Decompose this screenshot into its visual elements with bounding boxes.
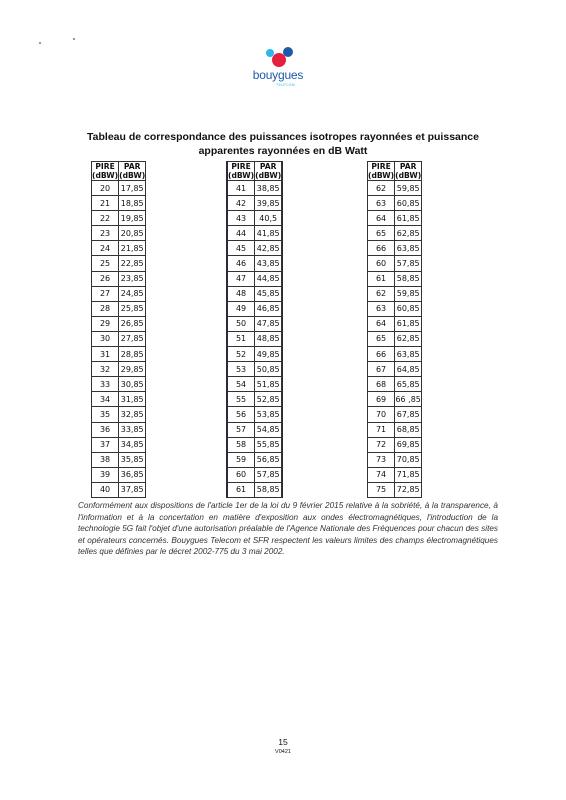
pire-value: 44 — [228, 226, 255, 241]
pire-value: 35 — [92, 407, 119, 422]
correspondence-table-3 — [367, 161, 422, 498]
table-row — [227, 362, 283, 377]
table-row — [92, 407, 146, 422]
regulatory-notice: Conformément aux dispositions de l'article 1er de la loi du 9 février 2015 relative à la sobriété, à la transparence, à l'information et à la concertation en matière d'exposition aux ondes électromagnétiques, l'introduction de la technologie 5G fait l'objet d'une autorisation préalable de l'Agence Nationale des Fréquences pour chacun des sites et opérateurs concernés. Bouygues Telecom et SFR respectent les valeurs limites des champs électromagnétiques telles que définies par le décret 2002-775 du 3 mai 2002. — [78, 501, 498, 557]
table-row — [92, 271, 146, 286]
table-row — [92, 377, 146, 392]
header-par: PAR (dBW) — [395, 162, 422, 180]
pire-value: 38 — [92, 452, 119, 467]
table-row — [368, 422, 422, 437]
separator-bar — [282, 196, 283, 211]
bouygues-telecom-logo — [248, 46, 308, 90]
table-row — [227, 316, 283, 331]
table-row — [368, 181, 422, 196]
par-value: 67,85 — [395, 407, 422, 422]
par-value: 44,85 — [255, 271, 282, 286]
table-row — [92, 452, 146, 467]
table-row — [92, 256, 146, 271]
pire-value: 46 — [228, 256, 255, 271]
table-row — [92, 181, 146, 196]
pire-value: 62 — [368, 286, 395, 301]
par-value: 26,85 — [119, 316, 146, 331]
table-row — [92, 301, 146, 316]
table-row — [92, 316, 146, 331]
table-row — [227, 226, 283, 241]
table-row — [368, 331, 422, 346]
separator-bar — [282, 452, 283, 467]
par-value: 52,85 — [255, 392, 282, 407]
pire-value: 42 — [228, 196, 255, 211]
header-pire: PIRE (dBW) — [92, 162, 119, 180]
table-row — [368, 407, 422, 422]
par-value: 47,85 — [255, 316, 282, 331]
par-value: 61,85 — [395, 211, 422, 226]
header-par: PAR (dBW) — [119, 162, 146, 180]
par-value: 56,85 — [255, 452, 282, 467]
pire-value: 50 — [228, 316, 255, 331]
par-value: 63,85 — [395, 241, 422, 256]
par-value: 36,85 — [119, 467, 146, 482]
par-value: 41,85 — [255, 226, 282, 241]
table-header-row — [92, 162, 146, 181]
par-value: 58,85 — [255, 482, 282, 497]
par-value: 33,85 — [119, 422, 146, 437]
pire-value: 48 — [228, 286, 255, 301]
par-value: 59,85 — [395, 286, 422, 301]
par-value: 21,85 — [119, 241, 146, 256]
par-value: 24,85 — [119, 286, 146, 301]
pire-value: 40 — [92, 482, 119, 497]
pire-value: 63 — [368, 301, 395, 316]
table-row — [92, 482, 146, 497]
pire-value: 27 — [92, 286, 119, 301]
par-value: 51,85 — [255, 377, 282, 392]
par-value: 57,85 — [255, 467, 282, 482]
pire-value: 70 — [368, 407, 395, 422]
table-row — [368, 392, 422, 407]
par-value: 28,85 — [119, 347, 146, 362]
par-value: 58,85 — [395, 271, 422, 286]
table-row — [92, 467, 146, 482]
par-value: 34,85 — [119, 437, 146, 452]
par-value: 31,85 — [119, 392, 146, 407]
par-value: 60,85 — [395, 196, 422, 211]
pire-value: 61 — [368, 271, 395, 286]
scan-speck — [73, 38, 75, 40]
separator-bar — [282, 162, 283, 181]
pire-value: 54 — [228, 377, 255, 392]
correspondence-table-1 — [91, 161, 146, 498]
par-value: 25,85 — [119, 301, 146, 316]
document-title: Tableau de correspondance des puissances isotropes rayonnées et puissance apparentes rayonnées en dB Watt — [87, 131, 479, 157]
table-row — [368, 301, 422, 316]
pire-value: 52 — [228, 347, 255, 362]
table-row — [92, 331, 146, 346]
par-value: 68,85 — [395, 422, 422, 437]
par-value: 55,85 — [255, 437, 282, 452]
table-row — [368, 362, 422, 377]
table-row — [227, 407, 283, 422]
pire-value: 30 — [92, 331, 119, 346]
par-value: 17,85 — [119, 181, 146, 196]
pire-value: 25 — [92, 256, 119, 271]
par-value: 62,85 — [395, 226, 422, 241]
par-value: 45,85 — [255, 286, 282, 301]
table-row — [227, 286, 283, 301]
par-value: 27,85 — [119, 331, 146, 346]
table-row — [227, 196, 283, 211]
table-row — [227, 377, 283, 392]
pire-value: 62 — [368, 181, 395, 196]
table-row — [227, 241, 283, 256]
table-row — [227, 331, 283, 346]
scan-speck — [39, 42, 41, 44]
table-row — [368, 467, 422, 482]
table-row — [368, 211, 422, 226]
pire-value: 64 — [368, 316, 395, 331]
separator-bar — [282, 211, 283, 226]
par-value: 64,85 — [395, 362, 422, 377]
table-row — [368, 196, 422, 211]
separator-bar — [282, 286, 283, 301]
pire-value: 43 — [228, 211, 255, 226]
table-row — [227, 452, 283, 467]
separator-bar — [282, 377, 283, 392]
table-row — [227, 482, 283, 497]
par-value: 40,5 — [255, 211, 282, 226]
table-row — [368, 437, 422, 452]
separator-bar — [282, 467, 283, 482]
pire-value: 24 — [92, 241, 119, 256]
par-value: 35,85 — [119, 452, 146, 467]
pire-value: 66 — [368, 241, 395, 256]
table-row — [227, 422, 283, 437]
par-value: 22,85 — [119, 256, 146, 271]
pire-value: 53 — [228, 362, 255, 377]
par-value: 37,85 — [119, 482, 146, 497]
table-row — [92, 422, 146, 437]
table-row — [368, 271, 422, 286]
header-par: PAR (dBW) — [255, 162, 282, 180]
table-row — [368, 226, 422, 241]
table-row — [368, 241, 422, 256]
par-value: 65,85 — [395, 377, 422, 392]
par-value: 38,85 — [255, 181, 282, 196]
pire-value: 69 — [368, 392, 395, 407]
par-value: 43,85 — [255, 256, 282, 271]
table-row — [227, 271, 283, 286]
separator-bar — [282, 271, 283, 286]
logo-sub-text: TELECOM — [276, 83, 296, 87]
table-row — [227, 437, 283, 452]
header-pire: PIRE (dBW) — [228, 162, 255, 180]
pire-value: 26 — [92, 271, 119, 286]
pire-value: 60 — [228, 467, 255, 482]
separator-bar — [282, 331, 283, 346]
page-number: 15 — [278, 737, 288, 747]
table-row — [92, 196, 146, 211]
pire-value: 63 — [368, 196, 395, 211]
separator-bar — [282, 347, 283, 362]
par-value: 18,85 — [119, 196, 146, 211]
par-value: 66 ,85 — [395, 392, 422, 407]
pire-value: 59 — [228, 452, 255, 467]
pire-value: 41 — [228, 181, 255, 196]
table-row — [227, 392, 283, 407]
par-value: 69,85 — [395, 437, 422, 452]
pire-value: 60 — [368, 256, 395, 271]
table-row — [227, 181, 283, 196]
pire-value: 51 — [228, 331, 255, 346]
pire-value: 65 — [368, 331, 395, 346]
table-row — [92, 362, 146, 377]
table-row — [227, 301, 283, 316]
separator-bar — [282, 482, 283, 497]
separator-bar — [282, 241, 283, 256]
par-value: 30,85 — [119, 377, 146, 392]
par-value: 42,85 — [255, 241, 282, 256]
pire-value: 74 — [368, 467, 395, 482]
par-value: 70,85 — [395, 452, 422, 467]
table-row — [227, 211, 283, 226]
pire-value: 29 — [92, 316, 119, 331]
separator-bar — [282, 437, 283, 452]
par-value: 53,85 — [255, 407, 282, 422]
pire-value: 22 — [92, 211, 119, 226]
table-row — [92, 211, 146, 226]
pire-value: 67 — [368, 362, 395, 377]
pire-value: 65 — [368, 226, 395, 241]
par-value: 29,85 — [119, 362, 146, 377]
par-value: 39,85 — [255, 196, 282, 211]
par-value: 23,85 — [119, 271, 146, 286]
pire-value: 37 — [92, 437, 119, 452]
table-row — [368, 452, 422, 467]
table-row — [227, 347, 283, 362]
separator-bar — [282, 316, 283, 331]
separator-bar — [282, 256, 283, 271]
pire-value: 31 — [92, 347, 119, 362]
table-row — [92, 437, 146, 452]
par-value: 72,85 — [395, 482, 422, 497]
table-row — [368, 286, 422, 301]
pire-value: 45 — [228, 241, 255, 256]
par-value: 32,85 — [119, 407, 146, 422]
pire-value: 58 — [228, 437, 255, 452]
par-value: 57,85 — [395, 256, 422, 271]
pire-value: 36 — [92, 422, 119, 437]
correspondence-table-2 — [226, 161, 283, 498]
pire-value: 47 — [228, 271, 255, 286]
pire-value: 73 — [368, 452, 395, 467]
separator-bar — [282, 422, 283, 437]
table-header-row — [227, 162, 283, 181]
separator-bar — [282, 362, 283, 377]
table-row — [92, 286, 146, 301]
pire-value: 49 — [228, 301, 255, 316]
table-row — [368, 316, 422, 331]
par-value: 19,85 — [119, 211, 146, 226]
par-value: 59,85 — [395, 181, 422, 196]
table-row — [92, 392, 146, 407]
table-row — [227, 467, 283, 482]
pire-value: 75 — [368, 482, 395, 497]
par-value: 54,85 — [255, 422, 282, 437]
logo-brand-text: bouygues — [252, 68, 304, 82]
par-value: 62,85 — [395, 331, 422, 346]
version-code: V0421 — [275, 749, 291, 755]
table-row — [92, 347, 146, 362]
separator-bar — [282, 392, 283, 407]
table-header-row — [368, 162, 422, 181]
pire-value: 56 — [228, 407, 255, 422]
par-value: 50,85 — [255, 362, 282, 377]
par-value: 20,85 — [119, 226, 146, 241]
par-value: 49,85 — [255, 347, 282, 362]
table-row — [368, 377, 422, 392]
logo-bubbles-icon — [262, 46, 296, 70]
header-pire: PIRE (dBW) — [368, 162, 395, 180]
pire-value: 64 — [368, 211, 395, 226]
par-value: 46,85 — [255, 301, 282, 316]
pire-value: 21 — [92, 196, 119, 211]
table-row — [227, 256, 283, 271]
pire-value: 57 — [228, 422, 255, 437]
table-row — [368, 482, 422, 497]
par-value: 61,85 — [395, 316, 422, 331]
pire-value: 34 — [92, 392, 119, 407]
pire-value: 28 — [92, 301, 119, 316]
pire-value: 72 — [368, 437, 395, 452]
pire-value: 39 — [92, 467, 119, 482]
par-value: 48,85 — [255, 331, 282, 346]
table-row — [368, 256, 422, 271]
table-row — [92, 241, 146, 256]
separator-bar — [282, 301, 283, 316]
par-value: 60,85 — [395, 301, 422, 316]
pire-value: 68 — [368, 377, 395, 392]
table-row — [368, 347, 422, 362]
pire-value: 32 — [92, 362, 119, 377]
pire-value: 71 — [368, 422, 395, 437]
pire-value: 55 — [228, 392, 255, 407]
separator-bar — [282, 181, 283, 196]
pire-value: 66 — [368, 347, 395, 362]
pire-value: 33 — [92, 377, 119, 392]
pire-value: 20 — [92, 181, 119, 196]
separator-bar — [282, 226, 283, 241]
table-row — [92, 226, 146, 241]
pire-value: 61 — [228, 482, 255, 497]
par-value: 71,85 — [395, 467, 422, 482]
separator-bar — [282, 407, 283, 422]
pire-value: 23 — [92, 226, 119, 241]
par-value: 63,85 — [395, 347, 422, 362]
